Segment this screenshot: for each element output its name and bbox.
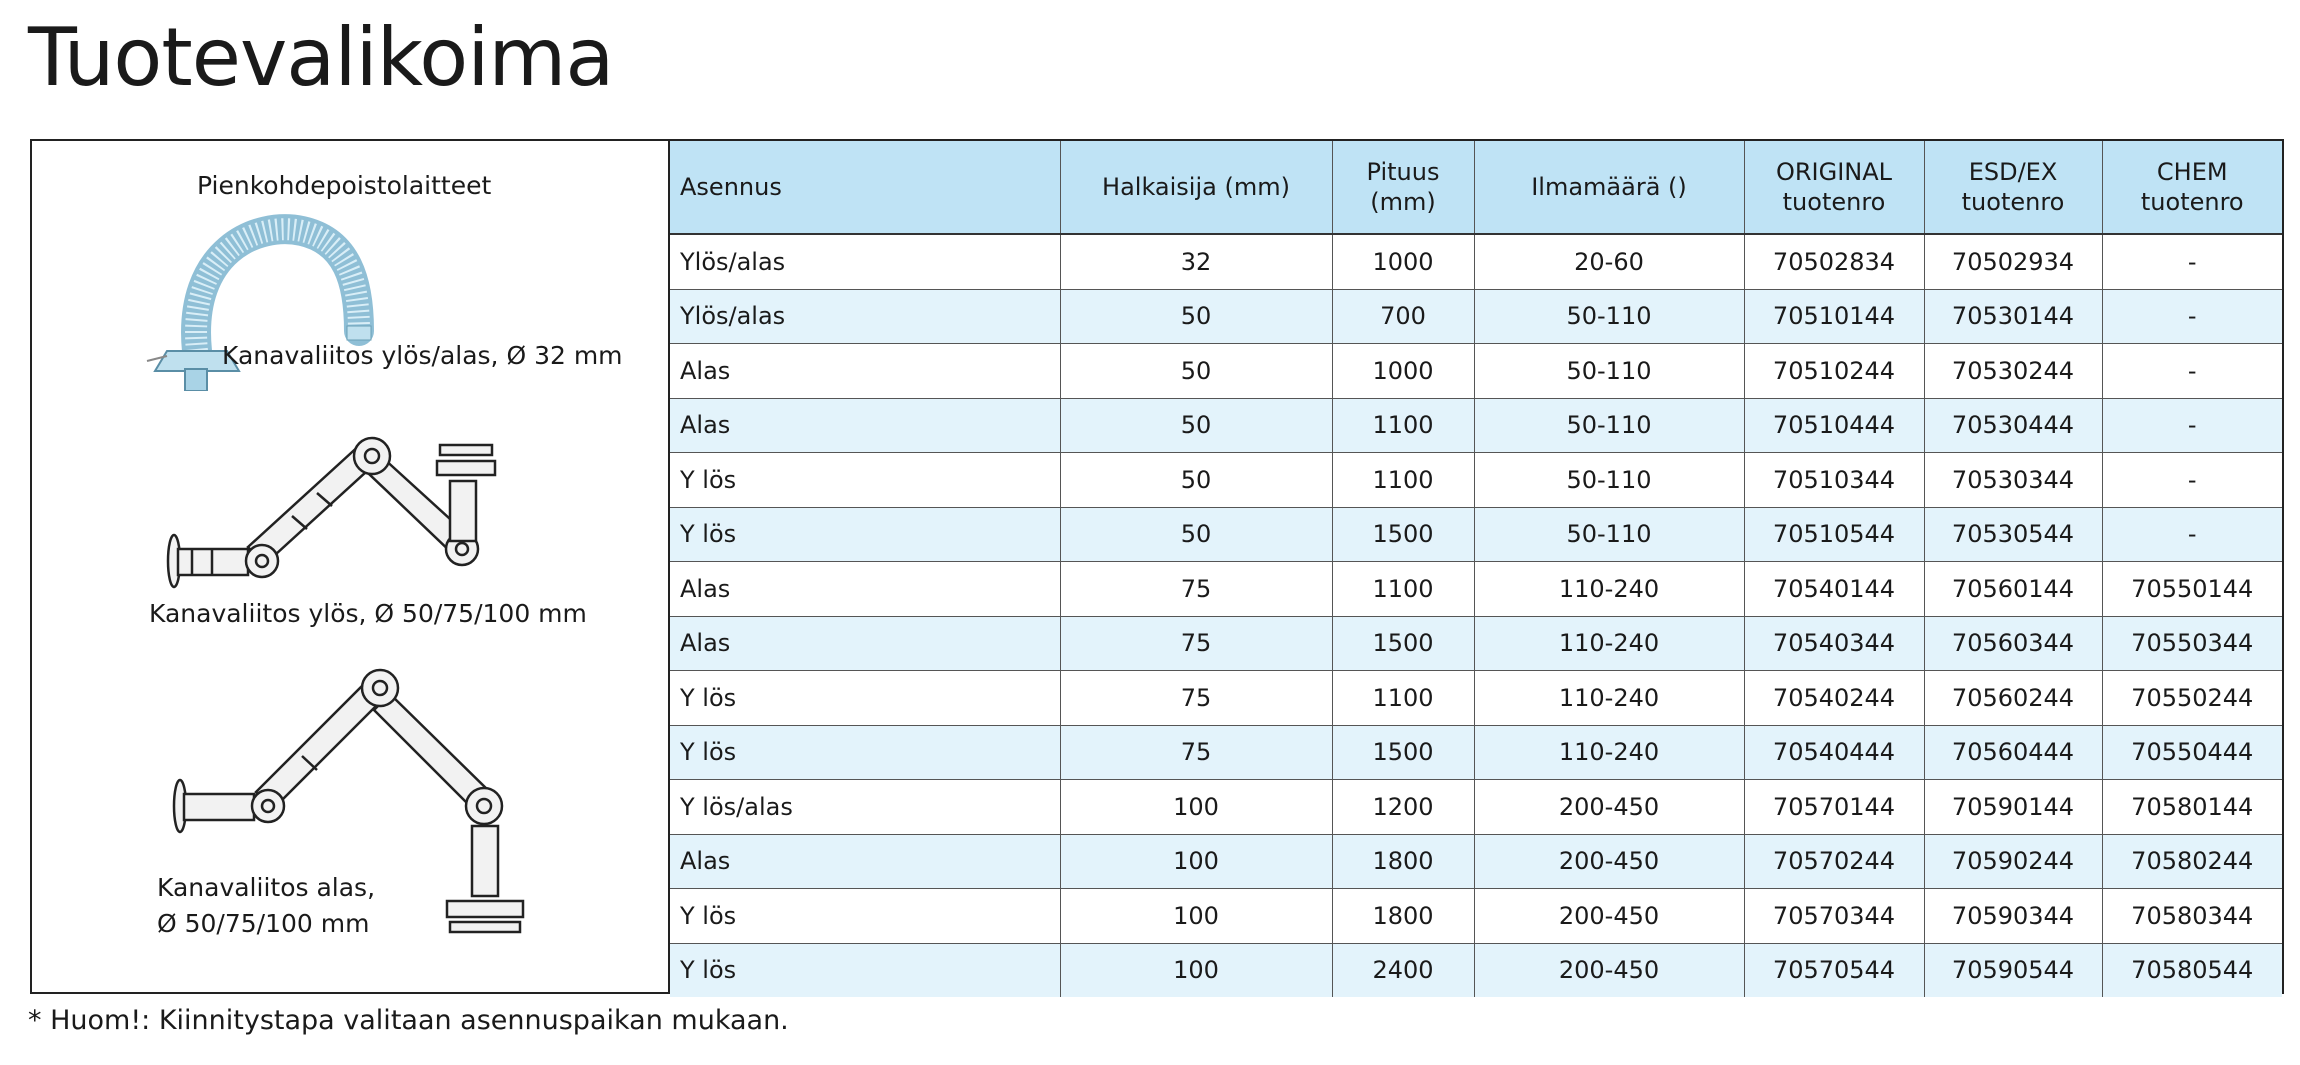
cell-esd: 70560444 bbox=[1924, 725, 2102, 780]
cell-asennus: Alas bbox=[670, 562, 1060, 617]
extraction-arm-duct-down-image bbox=[132, 656, 572, 946]
cell-chem: - bbox=[2102, 289, 2282, 344]
header-chem-line2: tuotenro bbox=[2140, 188, 2244, 216]
cell-halkaisija: 32 bbox=[1060, 234, 1332, 289]
page-title: Tuotevalikoima bbox=[28, 11, 614, 104]
table-row bbox=[670, 289, 2282, 344]
cell-esd: 70590544 bbox=[1924, 943, 2102, 997]
header-esd-line1: ESD/EX bbox=[1968, 158, 2058, 186]
cell-pituus: 1000 bbox=[1332, 344, 1474, 399]
cell-pituus: 1500 bbox=[1332, 616, 1474, 671]
cell-asennus: Ylös/alas bbox=[670, 289, 1060, 344]
cell-chem: - bbox=[2102, 453, 2282, 508]
cell-original: 70510344 bbox=[1744, 453, 1924, 508]
table-row bbox=[670, 671, 2282, 726]
table-row bbox=[670, 344, 2282, 399]
header-esd bbox=[1924, 141, 2102, 234]
header-esd-line2: tuotenro bbox=[1961, 188, 2065, 216]
table-row bbox=[670, 562, 2282, 617]
cell-original: 70570144 bbox=[1744, 780, 1924, 835]
cell-ilmamaara: 110-240 bbox=[1474, 616, 1744, 671]
cell-esd: 70560144 bbox=[1924, 562, 2102, 617]
cell-chem: 70580544 bbox=[2102, 943, 2282, 997]
cell-original: 70510444 bbox=[1744, 398, 1924, 453]
cell-halkaisija: 75 bbox=[1060, 725, 1332, 780]
cell-original: 70510544 bbox=[1744, 507, 1924, 562]
cell-ilmamaara: 200-450 bbox=[1474, 943, 1744, 997]
caption-duct-up: Kanavaliitos ylös, Ø 50/75/100 mm bbox=[149, 599, 587, 628]
cell-esd: 70502934 bbox=[1924, 234, 2102, 289]
cell-halkaisija: 100 bbox=[1060, 834, 1332, 889]
table-row bbox=[670, 453, 2282, 508]
cell-halkaisija: 75 bbox=[1060, 671, 1332, 726]
caption-duct-up-down-32: Kanavaliitos ylös/alas, Ø 32 mm bbox=[222, 341, 623, 370]
cell-ilmamaara: 200-450 bbox=[1474, 780, 1744, 835]
cell-asennus: Y lös bbox=[670, 725, 1060, 780]
cell-chem: - bbox=[2102, 398, 2282, 453]
cell-esd: 70560244 bbox=[1924, 671, 2102, 726]
cell-asennus: Alas bbox=[670, 834, 1060, 889]
cell-ilmamaara: 110-240 bbox=[1474, 671, 1744, 726]
cell-chem: 70580344 bbox=[2102, 889, 2282, 944]
cell-original: 70540244 bbox=[1744, 671, 1924, 726]
cell-esd: 70590144 bbox=[1924, 780, 2102, 835]
product-catalog-frame bbox=[30, 139, 2284, 994]
header-chem bbox=[2102, 141, 2282, 234]
header-original-line2: tuotenro bbox=[1782, 188, 1886, 216]
cell-ilmamaara: 110-240 bbox=[1474, 725, 1744, 780]
cell-halkaisija: 50 bbox=[1060, 507, 1332, 562]
cell-halkaisija: 50 bbox=[1060, 344, 1332, 399]
table-row bbox=[670, 507, 2282, 562]
cell-esd: 70530344 bbox=[1924, 453, 2102, 508]
cell-pituus: 1100 bbox=[1332, 398, 1474, 453]
cell-asennus: Y lös bbox=[670, 453, 1060, 508]
cell-pituus: 1500 bbox=[1332, 725, 1474, 780]
table-row bbox=[670, 616, 2282, 671]
product-illustrations-panel bbox=[32, 141, 670, 992]
cell-halkaisija: 100 bbox=[1060, 943, 1332, 997]
cell-halkaisija: 50 bbox=[1060, 398, 1332, 453]
header-pituus-line1: Pituus bbox=[1366, 158, 1440, 186]
cell-halkaisija: 75 bbox=[1060, 616, 1332, 671]
cell-pituus: 1000 bbox=[1332, 234, 1474, 289]
cell-esd: 70590244 bbox=[1924, 834, 2102, 889]
cell-pituus: 1500 bbox=[1332, 507, 1474, 562]
table-row bbox=[670, 834, 2282, 889]
table-row bbox=[670, 398, 2282, 453]
cell-pituus: 1800 bbox=[1332, 889, 1474, 944]
cell-chem: 70550444 bbox=[2102, 725, 2282, 780]
table-row bbox=[670, 889, 2282, 944]
cell-chem: - bbox=[2102, 507, 2282, 562]
cell-esd: 70530544 bbox=[1924, 507, 2102, 562]
cell-original: 70540344 bbox=[1744, 616, 1924, 671]
caption-duct-down-line2: Ø 50/75/100 mm bbox=[157, 909, 370, 938]
cell-pituus: 1200 bbox=[1332, 780, 1474, 835]
header-chem-line1: CHEM bbox=[2156, 158, 2228, 186]
header-ilmamaara: Ilmamäärä () bbox=[1474, 141, 1744, 234]
cell-pituus: 2400 bbox=[1332, 943, 1474, 997]
cell-ilmamaara: 200-450 bbox=[1474, 834, 1744, 889]
cell-esd: 70590344 bbox=[1924, 889, 2102, 944]
cell-esd: 70560344 bbox=[1924, 616, 2102, 671]
cell-pituus: 1100 bbox=[1332, 562, 1474, 617]
cell-ilmamaara: 110-240 bbox=[1474, 562, 1744, 617]
cell-chem: 70580144 bbox=[2102, 780, 2282, 835]
header-halkaisija: Halkaisija (mm) bbox=[1060, 141, 1332, 234]
cell-chem: 70550344 bbox=[2102, 616, 2282, 671]
product-table bbox=[670, 141, 2282, 997]
cell-asennus: Y lös bbox=[670, 671, 1060, 726]
cell-chem: 70550244 bbox=[2102, 671, 2282, 726]
cell-chem: - bbox=[2102, 344, 2282, 399]
table-row bbox=[670, 943, 2282, 997]
cell-pituus: 1100 bbox=[1332, 453, 1474, 508]
cell-original: 70570244 bbox=[1744, 834, 1924, 889]
cell-pituus: 1100 bbox=[1332, 671, 1474, 726]
cell-ilmamaara: 50-110 bbox=[1474, 453, 1744, 508]
cell-pituus: 1800 bbox=[1332, 834, 1474, 889]
cell-halkaisija: 75 bbox=[1060, 562, 1332, 617]
cell-asennus: Y lös bbox=[670, 889, 1060, 944]
caption-duct-down-line1: Kanavaliitos alas, bbox=[157, 873, 376, 902]
cell-asennus: Y lös/alas bbox=[670, 780, 1060, 835]
table-row bbox=[670, 234, 2282, 289]
cell-pituus: 700 bbox=[1332, 289, 1474, 344]
cell-original: 70570544 bbox=[1744, 943, 1924, 997]
table-row bbox=[670, 780, 2282, 835]
panel-heading: Pienkohdepoistolaitteet bbox=[197, 171, 492, 200]
table-row bbox=[670, 725, 2282, 780]
cell-original: 70502834 bbox=[1744, 234, 1924, 289]
cell-esd: 70530444 bbox=[1924, 398, 2102, 453]
cell-original: 70510144 bbox=[1744, 289, 1924, 344]
cell-chem: 70580244 bbox=[2102, 834, 2282, 889]
header-original bbox=[1744, 141, 1924, 234]
cell-chem: 70550144 bbox=[2102, 562, 2282, 617]
cell-ilmamaara: 50-110 bbox=[1474, 344, 1744, 399]
cell-original: 70510244 bbox=[1744, 344, 1924, 399]
header-asennus: Asennus bbox=[670, 141, 1060, 234]
cell-ilmamaara: 200-450 bbox=[1474, 889, 1744, 944]
cell-original: 70570344 bbox=[1744, 889, 1924, 944]
cell-asennus: Alas bbox=[670, 616, 1060, 671]
cell-halkaisija: 50 bbox=[1060, 289, 1332, 344]
cell-asennus: Ylös/alas bbox=[670, 234, 1060, 289]
cell-asennus: Alas bbox=[670, 344, 1060, 399]
header-pituus-line2: (mm) bbox=[1370, 188, 1436, 216]
cell-ilmamaara: 50-110 bbox=[1474, 398, 1744, 453]
cell-asennus: Y lös bbox=[670, 507, 1060, 562]
footnote: * Huom!: Kiinnitystapa valitaan asennuspaikan mukaan. bbox=[28, 1005, 789, 1036]
cell-asennus: Alas bbox=[670, 398, 1060, 453]
cell-original: 70540144 bbox=[1744, 562, 1924, 617]
cell-asennus: Y lös bbox=[670, 943, 1060, 997]
cell-ilmamaara: 20-60 bbox=[1474, 234, 1744, 289]
cell-halkaisija: 50 bbox=[1060, 453, 1332, 508]
cell-original: 70540444 bbox=[1744, 725, 1924, 780]
cell-halkaisija: 100 bbox=[1060, 780, 1332, 835]
table-body bbox=[670, 234, 2282, 997]
cell-esd: 70530244 bbox=[1924, 344, 2102, 399]
cell-ilmamaara: 50-110 bbox=[1474, 507, 1744, 562]
extraction-arm-duct-up-image bbox=[132, 421, 572, 601]
cell-chem: - bbox=[2102, 234, 2282, 289]
table-header-row bbox=[670, 141, 2282, 234]
header-original-line1: ORIGINAL bbox=[1775, 158, 1893, 186]
header-pituus bbox=[1332, 141, 1474, 234]
cell-ilmamaara: 50-110 bbox=[1474, 289, 1744, 344]
cell-esd: 70530144 bbox=[1924, 289, 2102, 344]
cell-halkaisija: 100 bbox=[1060, 889, 1332, 944]
